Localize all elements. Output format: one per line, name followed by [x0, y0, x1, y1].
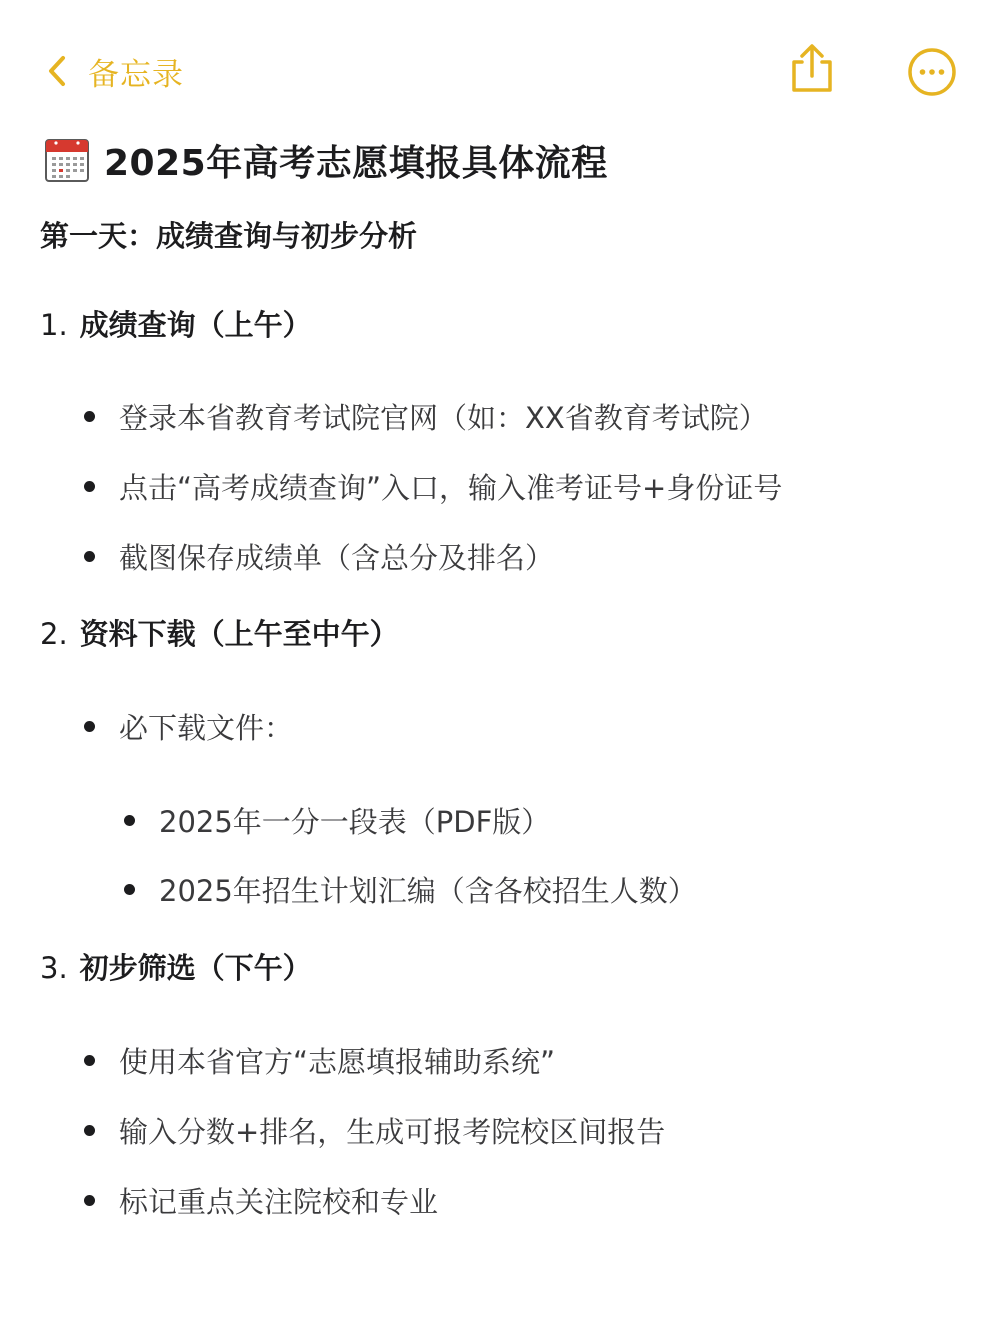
list-item-text: 2025年一分一段表（PDF版）	[159, 805, 551, 839]
list-item	[84, 466, 782, 507]
list-item-text: 标记重点关注院校和专业	[119, 1185, 439, 1219]
bullet-dot	[84, 1055, 95, 1066]
section-heading-3	[40, 946, 312, 987]
list-item-text: 2025年招生计划汇编（含各校招生人数）	[159, 874, 697, 908]
note-title-row	[44, 132, 608, 188]
list-item	[84, 396, 768, 437]
list-item	[84, 1040, 555, 1081]
list-item-text: 点击“高考成绩查询”入口，输入准考证号+身份证号	[119, 471, 783, 505]
list-item-text: 使用本省官方“志愿填报辅助系统”	[119, 1045, 556, 1079]
list-item-text: 必下载文件：	[119, 711, 294, 745]
list-item-text: 截图保存成绩单（含总分及排名）	[119, 541, 555, 575]
sub-list-item	[124, 800, 550, 841]
list-item	[84, 536, 554, 577]
sub-list-item	[124, 869, 697, 910]
bullet-dot	[84, 1195, 95, 1206]
bullet-dot	[124, 884, 135, 895]
navigation-bar	[0, 0, 996, 140]
more-button[interactable]	[906, 46, 958, 98]
bullet-dot	[84, 481, 95, 492]
list-item	[84, 1180, 438, 1221]
calendar-icon	[44, 137, 90, 183]
list-item	[84, 706, 293, 747]
share-button[interactable]	[788, 42, 836, 94]
more-icon	[906, 46, 958, 98]
list-number: 3.	[40, 951, 68, 985]
bullet-dot	[84, 551, 95, 562]
section-title: 资料下载（上午至中午）	[79, 617, 399, 651]
section-title: 初步筛选（下午）	[79, 951, 312, 985]
chevron-left-icon	[46, 54, 68, 88]
bullet-dot	[84, 411, 95, 422]
section-title: 成绩查询（上午）	[79, 308, 312, 342]
bullet-dot	[84, 721, 95, 732]
list-number: 1.	[40, 308, 68, 342]
list-item-text: 输入分数+排名，生成可报考院校区间报告	[119, 1115, 666, 1149]
section-heading-1	[40, 303, 312, 344]
bullet-dot	[124, 815, 135, 826]
section-heading-2	[40, 612, 399, 653]
back-label: 备忘录	[88, 56, 184, 93]
day-heading: 第一天：成绩查询与初步分析	[40, 219, 418, 253]
back-button[interactable]	[46, 46, 184, 96]
list-number: 2.	[40, 617, 68, 651]
list-item-text: 登录本省教育考试院官网（如：XX省教育考试院）	[119, 401, 768, 435]
list-item	[84, 1110, 665, 1151]
note-title: 2025年高考志愿填报具体流程	[104, 142, 608, 184]
share-icon	[788, 42, 836, 94]
bullet-dot	[84, 1125, 95, 1136]
